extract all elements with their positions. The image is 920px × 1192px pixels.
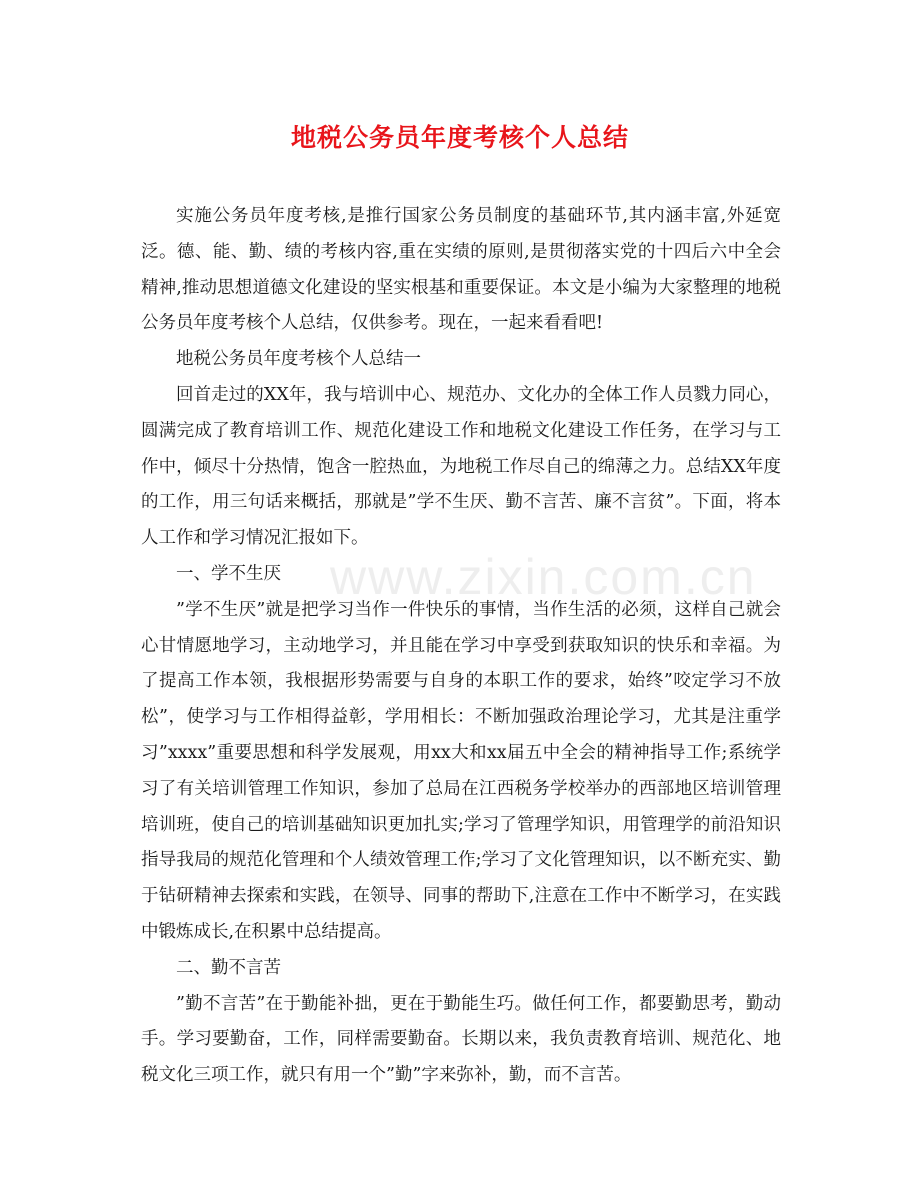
section-heading: 二、勤不言苦 [176, 957, 281, 978]
body-paragraph: ”勤不言苦”在于勤能补拙，更在于勤能生巧。做任何工作，都要勤思考，勤动手。学习要勤奋，工作，同样需要勤奋。长期以来，我负责教育培训、规范化、地税文化三项工作，就只有用一个”勤”字来弥补，勤，而不言苦。 [141, 993, 781, 1086]
document-body [141, 199, 781, 1094]
section-heading: 一、学不生厌 [176, 563, 281, 584]
intro-paragraph: 实施公务员年度考核,是推行国家公务员制度的基础环节,其内涵丰富,外延宽泛。德、能、勤、绩的考核内容,重在实绩的原则,是贯彻落实党的十四后六中全会精神,推动思想道德文化建设的坚实根基和重要保证。本文是小编为大家整理的地税公务员年度考核个人总结，仅供参考。现在，一起来看看吧! [141, 206, 781, 334]
document-title: 地税公务员年度考核个人总结 [290, 123, 629, 152]
watermark: www.zixin.com.cn [330, 549, 757, 605]
body-paragraph: 回首走过的XX年，我与培训中心、规范办、文化办的全体工作人员戮力同心，圆满完成了教育培训工作、规范化建设工作和地税文化建设工作任务，在学习与工作中，倾尽十分热情，饱含一腔热血，为地税工作尽自己的绵薄之力。总结XX年度的工作，用三句话来概括，那就是”学不生厌、勤不言苦、廉不言贫”。下面，将本人工作和学习情况汇报如下。 [141, 384, 781, 549]
body-paragraph: ”学不生厌”就是把学习当作一件快乐的事情，当作生活的必须，这样自己就会心甘情愿地学习，主动地学习，并且能在学习中享受到获取知识的快乐和幸福。为了提高工作本领，我根据形势需要与自身的本职工作的要求，始终”咬定学习不放松”，使学习与工作相得益彰，学用相长：不断加强政治理论学习，尤其是注重学习”xxxx”重要思想和科学发展观，用xx大和xx届五中全会的精神指导工作;系统学习了有关培训管理工作知识，参加了总局在江西税务学校举办的西部地区培训管理培训班，使自己的培训基础知识更加扎实;学习了管理学知识，用管理学的前沿知识指导我局的规范化管理和个人绩效管理工作;学习了文化管理知识，以不断充实、勤于钻研精神去探索和实践，在领导、同事的帮助下,注意在工作中不断学习，在实践中锻炼成长,在积累中总结提高。 [141, 599, 781, 942]
section-heading-part-one: 地税公务员年度考核个人总结一 [176, 349, 421, 370]
